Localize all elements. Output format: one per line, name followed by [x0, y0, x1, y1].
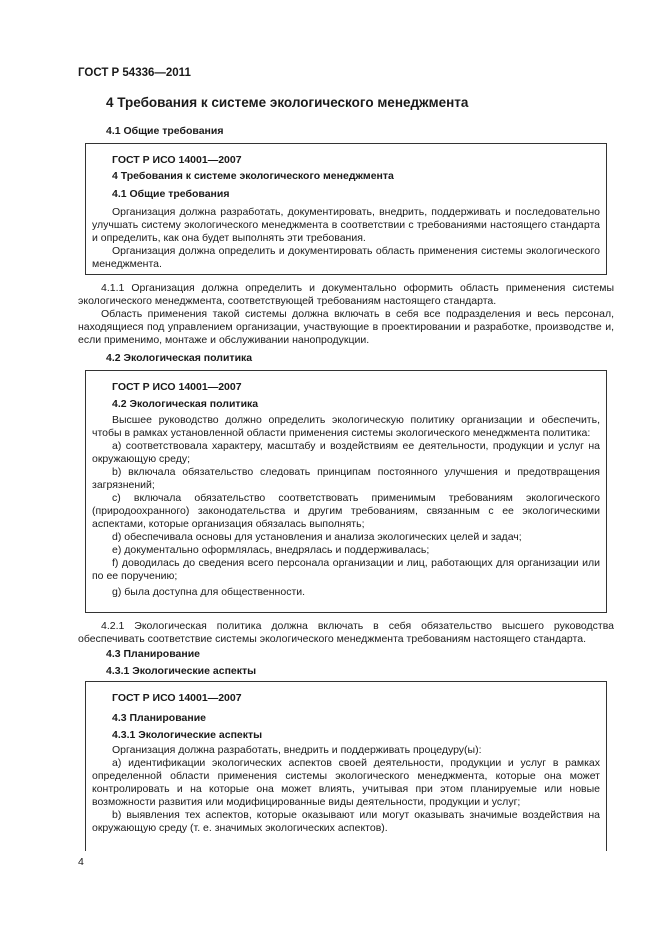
clause-4-2-1: 4.2.1 Экологическая политика должна включать в себя обязательство высшего руководства обеспечивать соответствие системы экологического менеджмента требованиям настоящего стандарта.	[78, 620, 614, 645]
subsection-heading-4-1: 4.1 Общие требования	[106, 125, 224, 137]
list-item-e: e) документально оформлялась, внедрялась и поддерживалась;	[112, 544, 430, 556]
quote-reference: ГОСТ Р ИСО 14001—2007	[112, 381, 242, 393]
quote-subtitle: 4.2 Экологическая политика	[112, 398, 259, 410]
quote-paragraph: Организация должна разработать, документировать, внедрить, поддерживать и последовательно улучшать систему экологического менеджмента в соответствии с требованиями настоящего стандарта и определить, как она будет выполнять эти требования.	[92, 206, 600, 244]
quote-subsubtitle: 4.3.1 Экологические аспекты	[112, 729, 263, 741]
section-title: 4 Требования к системе экологического менеджмента	[106, 95, 469, 110]
list-item-a: a) идентификации экологических аспектов своей деятельности, продукции и услуг в рамках определенной области применения системы экологического менеджмента, которые она может контролировать и на которые она может влиять, учитывая при этом планируемые или новые возможности развития или модифицированные виды деятельности, продукции и услуг;	[92, 757, 600, 808]
quote-reference: ГОСТ Р ИСО 14001—2007	[112, 154, 242, 166]
document-header-code: ГОСТ Р 54336—2011	[78, 67, 191, 79]
subsection-heading-4-2: 4.2 Экологическая политика	[106, 352, 253, 364]
clause-4-1-1: 4.1.1 Организация должна определить и документально оформить область применения системы экологического менеджмента, соответствующей требованиям настоящего стандарта.	[78, 282, 614, 307]
quote-paragraph: Организация должна определить и документировать область применения системы экологического менеджмента.	[92, 245, 600, 270]
quote-paragraph: Высшее руководство должно определить экологическую политику организации и обеспечить, чтобы в рамках установленной области применения системы экологического менеджмента политика:	[92, 414, 600, 439]
list-item-b: b) выявления тех аспектов, которые оказывают или могут оказывать значимые воздействия на окружающую среду (т. е. значимых экологических аспектов).	[92, 809, 600, 834]
quote-subtitle: 4.3 Планирование	[112, 712, 206, 724]
subsection-heading-4-3-1: 4.3.1 Экологические аспекты	[106, 665, 257, 677]
quote-paragraph: Организация должна разработать, внедрить и поддерживать процедуру(ы):	[112, 744, 482, 756]
list-item-a: a) соответствовала характеру, масштабу и воздействиям ее деятельности, продукции и услуг на окружающую среду;	[92, 440, 600, 465]
list-item-c: c) включала обязательство соответствовать применимым требованиям экологического (природоохранного) законодательства и другим требованиям, связанным с ее экологическими аспектами, которые организация обязалась выполнять;	[92, 492, 600, 530]
subsection-heading-4-3: 4.3 Планирование	[106, 648, 200, 660]
quote-reference: ГОСТ Р ИСО 14001—2007	[112, 692, 242, 704]
clause-4-1-1-continuation: Область применения такой системы должна включать в себя все подразделения и весь персонал, находящиеся под управлением организации, участвующие в проектировании и разработке, производстве и, если применимо, монтаже и обслуживании нанопродукции.	[78, 308, 614, 346]
list-item-g: g) была доступна для общественности.	[112, 586, 306, 598]
page-number: 4	[78, 856, 84, 868]
quote-title: 4 Требования к системе экологического менеджмента	[112, 170, 394, 182]
list-item-d: d) обеспечивала основы для установления и анализа экологических целей и задач;	[112, 531, 522, 543]
list-item-f: f) доводилась до сведения всего персонала организации и лиц, работающих для организации или по ее поручению;	[92, 557, 600, 582]
quote-subtitle: 4.1 Общие требования	[112, 188, 230, 200]
list-item-b: b) включала обязательство следовать принципам постоянного улучшения и предотвращения загрязнений;	[92, 466, 600, 491]
